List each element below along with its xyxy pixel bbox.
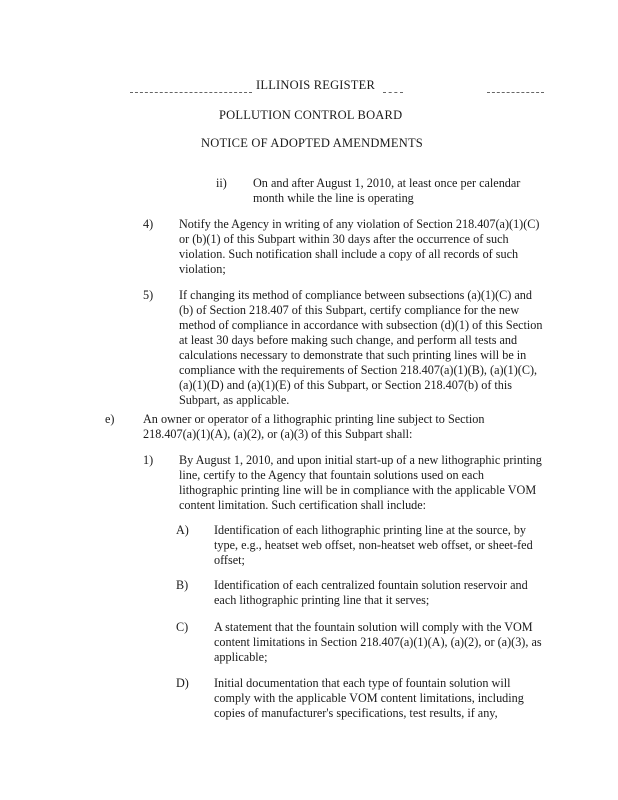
- item-text-e: An owner or operator of a lithographic printing line subject to Section 218.407(a)(1)(A), (a)(2), or (a)(3) of this Subpart shall:: [143, 412, 485, 441]
- item-marker-e: e): [105, 412, 115, 426]
- item-text-b: Identification of each centralized fountain solution reservoir and each lithographic printing line that it serves;: [214, 578, 528, 607]
- item-text-a: Identification of each lithographic printing line at the source, by type, e.g., heatset web offset, non-heatset web offset, or sheet-fed offset;: [214, 523, 533, 567]
- item-marker-4: 4): [143, 217, 154, 231]
- item-marker-b: B): [176, 578, 189, 592]
- item-marker-a: A): [176, 523, 189, 537]
- item-marker-ii: ii): [216, 176, 227, 190]
- item-marker-d: D): [176, 676, 189, 690]
- item-text-5: If changing its method of compliance between subsections (a)(1)(C) and (b) of Section 218.407 of this Subpart, certify compliance for the new method of compliance in accordance with subsection (d)(1) of this Section at least 30 days before making such change, and perform all tests and calculations necessary to demonstrate that such printing lines will be in compliance with the requirements of Section 218.407(a)(1)(B), (a)(1)(C), (a)(1)(D) and (a)(1)(E) of this Subpart, or Section 218.407(b) of this Subpart, as applicable.: [179, 288, 543, 407]
- register-title: ILLINOIS REGISTER: [256, 78, 376, 92]
- header-rule-left: [130, 92, 252, 93]
- item-text-1: By August 1, 2010, and upon initial start-up of a new lithographic printing line, certify to the Agency that fountain solutions used on each lithographic printing line will be in compliance with the applicable VOM content limitation. Such certification shall include:: [179, 453, 542, 512]
- item-marker-5: 5): [143, 288, 154, 302]
- header-rule-right: [487, 92, 544, 93]
- item-text-d: Initial documentation that each type of fountain solution will comply with the applicable VOM content limitations, including copies of manufacturer's specifications, test results, if any,: [214, 676, 524, 720]
- item-text-ii: On and after August 1, 2010, at least once per calendar month while the line is operating: [253, 176, 521, 205]
- notice-title: NOTICE OF ADOPTED AMENDMENTS: [201, 136, 423, 150]
- item-marker-c: C): [176, 620, 189, 634]
- header-rule-middle: [383, 92, 403, 93]
- item-text-c: A statement that the fountain solution will comply with the VOM content limitations in Section 218.407(a)(1)(A), (a)(2), or (a)(3), as applicable;: [214, 620, 542, 664]
- item-marker-1: 1): [143, 453, 154, 467]
- board-title: POLLUTION CONTROL BOARD: [219, 108, 403, 122]
- item-text-4: Notify the Agency in writing of any violation of Section 218.407(a)(1)(C) or (b)(1) of this Subpart within 30 days after the occurrence of such violation. Such notification shall include a copy of all records of such violation;: [179, 217, 540, 276]
